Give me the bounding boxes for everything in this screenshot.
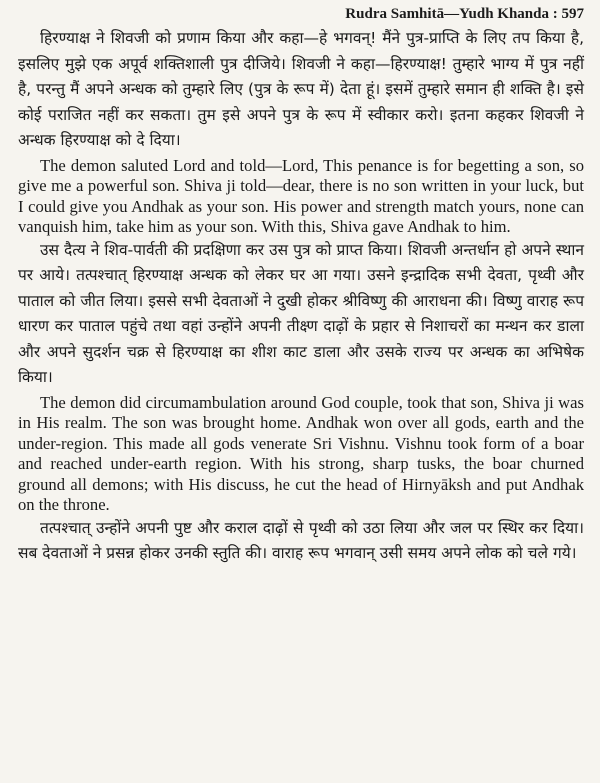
hindi-paragraph-1: हिरण्याक्ष ने शिवजी को प्रणाम किया और कहा—हे भगवन्! मैंने पुत्र-प्राप्ति के लिए तप किया है, इसलिए मुझे एक अपूर्व शक्तिशाली पुत्र दीजिये। शिवजी ने कहा—हिरण्याक्ष! तुम्हारे भाग्य में पुत्र नहीं है, परन्तु मैं अपने अन्धक को तुम्हारे लिए (पुत्र के रूप में) देता हूं। इसमें तुम्हारे समान ही शक्ति है। इसे कोई पराजित नहीं कर सकता। तुम इसे अपने पुत्र के रूप में स्वीकार करो। इतना कहकर शिवजी ने अन्धक हिरण्याक्ष को दे दिया। [18,29,584,149]
hindi-paragraph-3: तत्पश्चात् उन्होंने अपनी पुष्ट और कराल दाढ़ों से पृथ्वी को उठा लिया और जल पर स्थिर कर दिया। सब देवताओं ने प्रसन्न होकर उनकी स्तुति की। वाराह रूप भगवान् उसी समय अपने लोक को चले गये। [18,518,584,562]
running-header: Rudra Samhitā—Yudh Khanda : 597 [345,6,584,22]
hindi-paragraph-2: उस दैत्य ने शिव-पार्वती की प्रदक्षिणा कर उस पुत्र को प्राप्त किया। शिवजी अन्तर्धान हो अपने स्थान पर आये। तत्पश्चात् हिरण्याक्ष अन्धक को लेकर घर आ गया। उसने इन्द्रादिक सभी देवता, पृथ्वी और पाताल को जीत लिया। इससे सभी देवताओं ने दुखी होकर श्रीविष्णु की आराधना की। विष्णु वाराह रूप धारण कर पाताल पहुंचे तथा वहां उन्होंने अपनी तीक्ष्ण दाढ़ों के प्रहार से निशाचरों का मन्थन कर डाला और अपने सुदर्शन चक्र से हिरण्याक्ष का शीश काट डाला और उसके राज्य पर अन्धक का अभिषेक किया। [18,240,584,386]
english-paragraph-1: The demon saluted Lord and told—Lord, This penance is for begetting a son, so give me a powerful son. Shiva ji told—dear, there is no son written in your luck, but I could give you Andhak as your son. His power and strength match yours, none can vanquish him, take him as your son. With this, Shiva gave Andhak to him. [18,155,584,236]
english-paragraph-2: The demon did circumambulation around God couple, took that son, Shiva ji was in His realm. The son was brought home. Andhak won over all gods, earth and the under-region. This made all gods venerate Sri Vishnu. Vishnu took form of a boar and reached under-earth region. With his strong, sharp tusks, the boar churned ground all demons; with His discuss, he cut the head of Hirnyāksh and put Andhak on the throne. [18,392,584,514]
